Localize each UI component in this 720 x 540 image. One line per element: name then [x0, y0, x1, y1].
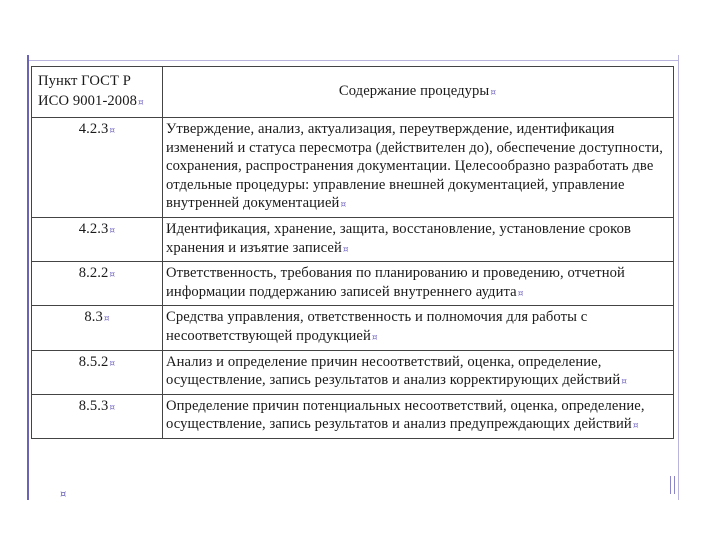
- row-clause: [32, 217, 163, 261]
- page-frame-top: [27, 60, 679, 61]
- row-content: [163, 306, 674, 350]
- paragraph-mark-icon: ¤: [138, 98, 144, 108]
- header-content-label: Содержание процедуры: [338, 82, 490, 99]
- procedure-content: Утверждение, анализ, актуализация, переутверждение, идентификация изменений и статуса пересмотра (действителен до), обеспечение доступности, сохранения, распространения документации. Целесообразно разработать две отдельные процедуры: управление внешней документацией, управление внутренней документацией: [166, 121, 663, 212]
- procedure-content: Анализ и определение причин несоответствий, оценка, определение, осуществление, запись результатов и анализ корректирующих действий: [166, 353, 621, 389]
- clause-number: 4.2.3: [78, 121, 109, 137]
- header-content: [163, 67, 674, 118]
- row-clause: [32, 394, 163, 438]
- table-row: [32, 350, 674, 394]
- procedure-content: Определение причин потенциальных несоответствий, оценка, определение, осуществление, запись результатов и анализ предупреждающих действий: [166, 397, 645, 433]
- header-clause: [32, 67, 163, 118]
- paragraph-mark-icon: ¤: [342, 244, 349, 255]
- table-row: [32, 217, 674, 261]
- procedures-table: [31, 66, 674, 439]
- paragraph-mark-icon: ¤: [371, 332, 378, 343]
- row-clause: [32, 350, 163, 394]
- row-content: [163, 394, 674, 438]
- paragraph-mark-icon: ¤: [632, 421, 639, 432]
- page-frame-right: [678, 55, 679, 500]
- header-clause-line1: Пункт ГОСТ Р: [38, 73, 131, 89]
- table-header-row: [32, 67, 674, 118]
- paragraph-mark-icon: ¤: [517, 288, 524, 299]
- clause-number: 8.2.2: [78, 265, 109, 282]
- row-clause: [32, 118, 163, 218]
- row-clause: [32, 306, 163, 350]
- paragraph-mark-icon: ¤: [621, 377, 628, 388]
- procedure-content: Ответственность, требования по планированию и проведению, отчетной информации поддержанию записей внутреннего аудита: [166, 265, 625, 300]
- clause-number: 4.2.3: [78, 220, 109, 237]
- table-row: [32, 118, 674, 218]
- paragraph-mark-icon: ¤: [103, 314, 110, 325]
- paragraph-mark-icon: ¤: [109, 270, 116, 281]
- paragraph-mark-icon: ¤: [109, 225, 116, 236]
- row-clause: [32, 262, 163, 306]
- procedure-content: Идентификация, хранение, защита, восстановление, установление сроков хранения и изъятие записей: [166, 220, 631, 256]
- clause-number: 8.5.2: [78, 353, 109, 370]
- paragraph-mark-icon: ¤: [109, 402, 116, 413]
- table-row: [32, 306, 674, 350]
- table-row: [32, 394, 674, 438]
- header-clause-line2: ИСО 9001-2008: [38, 93, 137, 109]
- row-content: [163, 217, 674, 261]
- row-content: [163, 118, 674, 218]
- paragraph-mark-icon: ¤: [490, 87, 497, 98]
- paragraph-mark-icon: ¤: [60, 489, 67, 500]
- procedure-content: Средства управления, ответственность и полномочия для работы с несоответствующей продукцией: [166, 309, 588, 344]
- table-row: [32, 262, 674, 306]
- paragraph-mark-icon: ¤: [109, 358, 116, 369]
- clause-number: 8.5.3: [78, 397, 109, 414]
- clause-number: 8.3: [84, 309, 103, 326]
- page-corner-mark: [670, 476, 675, 494]
- paragraph-mark-icon: ¤: [109, 126, 116, 136]
- row-content: [163, 262, 674, 306]
- row-content: [163, 350, 674, 394]
- paragraph-mark-icon: ¤: [340, 200, 347, 211]
- page-frame-left: [27, 55, 29, 500]
